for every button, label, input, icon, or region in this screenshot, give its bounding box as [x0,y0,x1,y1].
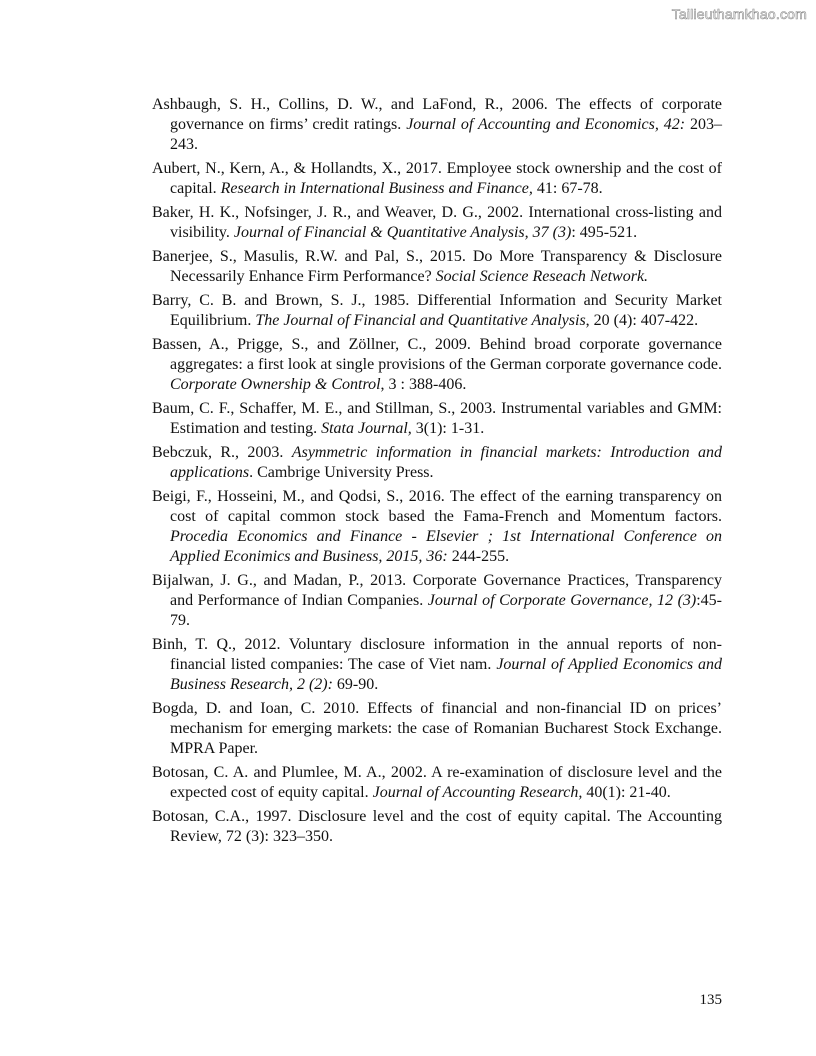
ref-text: Banerjee, S., Masulis, R.W. and Pal, S., 2015. Do More Transparency & Disclosure Necessarily Enhance Firm Performance? [152,248,722,285]
reference-entry [152,291,722,331]
reference-entry [152,807,722,847]
ref-pages: 3(1): 1-31. [411,420,485,437]
ref-text: Aubert, N., Kern, A., & Hollandts, X., 2017. Employee stock ownership and the cost of capital. [152,160,722,197]
reference-entry [152,247,722,287]
ref-pages: 41: 67-78. [532,180,603,197]
reference-entry [152,443,722,483]
ref-text: Ashbaugh, S. H., Collins, D. W., and LaFond, R., 2006. The effects of corporate governance on firms’ credit ratings. [152,96,722,133]
ref-text: Bebczuk, R., 2003. [152,444,292,461]
ref-pages: 40(1): 21-40. [582,784,671,801]
reference-entry [152,335,722,395]
ref-pages: : 495-521. [571,224,638,241]
ref-journal: Journal of Corporate Governance, 12 (3) [427,592,697,609]
ref-text: Bijalwan, J. G., and Madan, P., 2013. Corporate Governance Practices, Transparency and Performance of Indian Companies. [152,572,722,609]
ref-pages: :45-79. [170,592,723,629]
ref-pages: 244-255. [447,548,510,565]
ref-text: Bogda, D. and Ioan, C. 2010. Effects of financial and non-financial ID on prices’ mechanism for emerging markets: the case of Romanian Bucharest Stock Exchange. MPRA Paper. [152,700,722,757]
ref-journal: Journal of Applied Economics and Business Research, 2 (2): [170,656,722,693]
ref-text: Beigi, F., Hosseini, M., and Qodsi, S., 2016. The effect of the earning transparency on cost of capital common stock based the Fama-French and Momentum factors. [152,488,722,525]
ref-journal: Journal of Accounting and Economics, 42: [406,116,686,133]
ref-journal: Journal of Accounting Research, [372,784,583,801]
reference-entry [152,699,722,759]
ref-journal: Asymmetric information in financial markets: Introduction and applications [170,444,722,481]
ref-journal: Procedia Economics and Finance - Elsevier ; 1st International Conference on Applied Econimics and Business, 2015, 36: [170,528,722,565]
reference-entry [152,203,722,243]
ref-text: Baum, C. F., Schaffer, M. E., and Stillman, S., 2003. Instrumental variables and GMM: Estimation and testing. [152,400,722,437]
ref-text: Binh, T. Q., 2012. Voluntary disclosure information in the annual reports of non-financial listed companies: The case of Viet nam. [152,636,722,673]
ref-pages: . Cambrige University Press. [249,464,434,481]
reference-entry [152,95,722,155]
ref-journal: Journal of Financial & Quantitative Analysis, 37 (3) [233,224,572,241]
reference-list [152,95,722,851]
ref-pages: 69-90. [332,676,379,693]
ref-journal: Social Science Reseach Network. [435,268,649,285]
ref-text: Baker, H. K., Nofsinger, J. R., and Weaver, D. G., 2002. International cross-listing and visibility. [152,204,722,241]
reference-entry [152,635,722,695]
ref-journal: Corporate Ownership & Control [170,376,381,393]
ref-journal: Stata Journal, [321,420,412,437]
ref-text: Bassen, A., Prigge, S., and Zöllner, C., 2009. Behind broad corporate governance aggregates: a first look at single provisions of the German corporate governance code. [152,336,722,373]
reference-entry [152,763,722,803]
reference-entry [152,159,722,199]
ref-text: Barry, C. B. and Brown, S. J., 1985. Differential Information and Security Market Equilibrium. [152,292,722,329]
ref-pages: 203–243. [170,116,723,153]
ref-pages: , 3 : 388-406. [380,376,467,393]
page-number: 135 [699,992,722,1008]
reference-entry [152,571,722,631]
ref-text: Botosan, C. A. and Plumlee, M. A., 2002. A re-examination of disclosure level and the expected cost of equity capital. [152,764,722,801]
ref-pages: , 20 (4): 407-422. [585,312,699,329]
ref-text: Botosan, C.A., 1997. Disclosure level and the cost of equity capital. The Accounting Review, 72 (3): 323–350. [152,808,722,845]
watermark-text: Tailieuthamkhao.com [671,6,807,22]
reference-entry [152,487,722,567]
ref-journal: Research in International Business and Finance, [220,180,533,197]
reference-entry [152,399,722,439]
ref-journal: The Journal of Financial and Quantitative Analysis [255,312,586,329]
